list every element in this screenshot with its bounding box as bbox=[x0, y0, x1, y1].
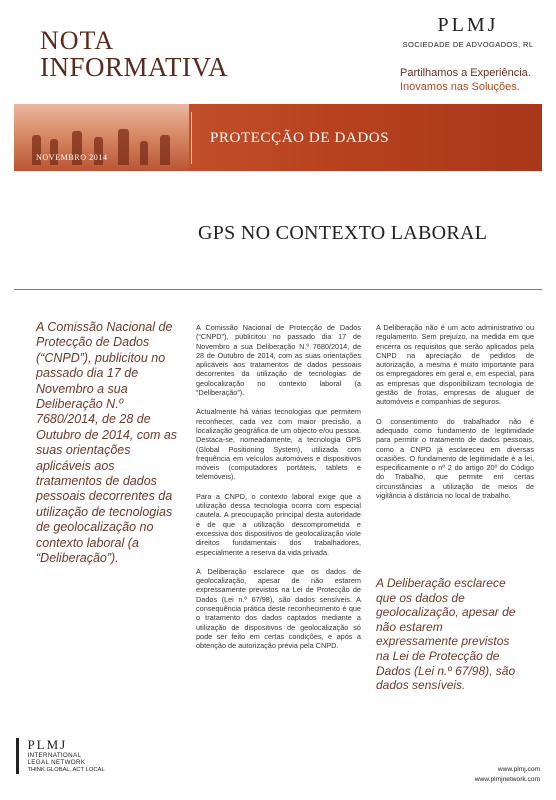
banner-divider bbox=[191, 112, 192, 164]
body-paragraph: Actualmente há várias tecnologias que permitem reconhecer, cada vez com maior precisão, a localização geográfica de um objecto e/ou pessoa. Destaca-se, nomeadamente, a tecnologia GPS (Global Positioning System), utilizada com frequência em veículos automóveis e dispositivos móveis (computadores portáteis, tablets e telemóveis). bbox=[196, 407, 361, 482]
firm-logo bbox=[393, 14, 543, 49]
pull-quote: A Deliberação esclarece que os dados de geolocalização, apesar de não estarem expressamente previstos na Lei de Protecção de Dados (Lei n.º 67/98), são dados sensíveis. bbox=[376, 576, 516, 693]
network-website-link[interactable]: www.plmjnetwork.com bbox=[474, 776, 540, 783]
network-line-1: INTERNATIONAL bbox=[27, 752, 82, 759]
title-divider bbox=[14, 289, 542, 290]
firm-logo-subtitle: SOCIEDADE DE ADVOGADOS, RL bbox=[402, 40, 534, 49]
lead-paragraph: A Comissão Nacional de Protecção de Dados (“CNPD”), publicitou no passado dia 17 de Novembro a sua Deliberação N.º 7680/2014, de 28 de Outubro de 2014, com as suas orientações aplicáveis aos tratamentos de dados pessoais decorrentes da utilização de tecnologias de geolocalização no contexto laboral (a “Deliberação”). bbox=[36, 320, 178, 566]
issue-date: NOVEMBRO 2014 bbox=[36, 153, 108, 162]
body-paragraph: Para a CNPD, o contexto laboral exige que a utilização dessa tecnologia ocorra com especial cautela. A preocupação principal desta autoridade é de que a utilização descomprometida e excessiva dos dispositivos de geolocalização viole direitos fundamentais dos trabalhadores, especialmente a reserva da vida privada. bbox=[196, 491, 361, 557]
firm-logo-mark: PLMJ bbox=[437, 14, 499, 36]
network-line-2: LEGAL NETWORK bbox=[27, 759, 86, 766]
body-paragraph: A Deliberação esclarece que os dados de geolocalização, apesar de não estarem expressamente previstos na Lei de Protecção de Dados (Lei n.º 67/98), são dados sensíveis. A consequência prática deste reconhecimento é que o tratamento dos dados captados mediante a utilização de dispositivos de geolocalização só pode ser feito em certas condições, e após a obtenção de autorização prévia pela CNPD. bbox=[196, 566, 361, 651]
network-logo-mark bbox=[16, 738, 19, 774]
slogan-line-2: Inovamos nas Soluções. bbox=[400, 81, 520, 93]
header-banner bbox=[14, 104, 542, 171]
body-paragraph: A Deliberação não é um acto administrativo ou regulamento. Sem prejuízo, na medida em que encerra os requisitos que serão aplicados pela CNPD na apreciação de pedidos de autorização, a mesma é muito importante para os empregadores em geral e, em especial, para as empresas que disponibilizam tecnologia de gestão de frotas, empresas de aluguer de automóveis e companhias de seguros. bbox=[376, 323, 534, 407]
footer-links bbox=[420, 765, 540, 785]
network-tagline: THINK GLOBAL, ACT LOCAL bbox=[27, 767, 105, 773]
body-paragraph: A Comissão Nacional de Protecção de Dados (“CNPD”), publicitou no passado dia 17 de Novembro a sua Deliberação N.º 7680/2014, de 28 de Outubro de 2014, com as suas orientações aplicáveis aos tratamentos de dados pessoais decorrentes da utilização de tecnologias de geolocalização no contexto laboral (a “Deliberação”). bbox=[196, 323, 361, 398]
website-link[interactable]: www.plmj.com bbox=[497, 766, 540, 773]
network-logo bbox=[16, 738, 136, 774]
slogan-line-1: Partilhamos a Experiência. bbox=[400, 67, 531, 79]
firm-slogan bbox=[400, 66, 550, 94]
title-line-1: NOTA bbox=[40, 26, 115, 55]
network-brand: PLMJ bbox=[27, 737, 68, 752]
section-label: PROTECÇÃO DE DADOS bbox=[210, 130, 390, 146]
body-paragraph: O consentimento do trabalhador não é adequado como fundamento de legitimidade para permitir o tratamento de dados pessoais, como a CNPD já esclareceu em diversas ocasiões. O fundamento de legitimidade é a lei, especificamente o nº 2 do artigo 20º do Código do Trabalho, que permite em certas circunstâncias a utilização de meios de vigilância à distância no local de trabalho. bbox=[376, 416, 534, 501]
document-type-title bbox=[40, 28, 300, 80]
body-column-2 bbox=[376, 323, 534, 510]
title-line-2: INFORMATIVA bbox=[40, 52, 229, 82]
article-title: GPS NO CONTEXTO LABORAL bbox=[198, 222, 488, 244]
body-column-1 bbox=[196, 323, 361, 661]
